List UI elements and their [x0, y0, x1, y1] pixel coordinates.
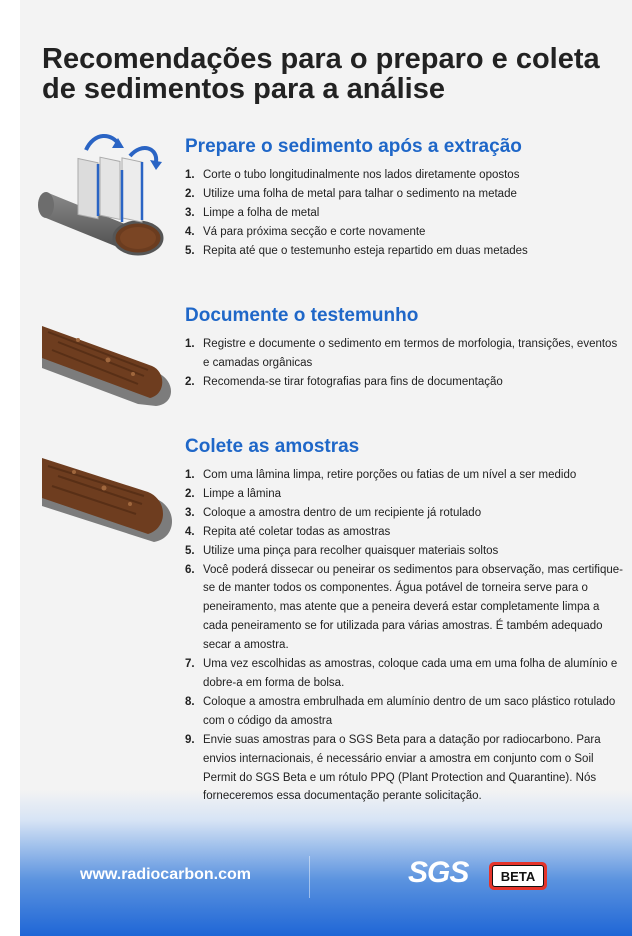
step-list [185, 166, 625, 261]
list-item: 4. Repita até coletar todas as amostras [185, 525, 391, 538]
website-link[interactable]: www.radiocarbon.com [80, 866, 251, 883]
list-item: 9. Envie suas amostras para o SGS Beta para a datação por radiocarbono. Para envios internacionais, é necessário enviar a amostra em conjunto com o Soil Permit do SGS Beta e um rótulo PPQ (Plant Protection and Quarantine). Nós forneceremos essa documentação perante solicitação. [185, 733, 601, 803]
list-item: 2. Utilize uma folha de metal para talhar o sedimento na metade [185, 187, 517, 200]
poster [20, 0, 632, 936]
core-cutting-illustration [38, 130, 178, 260]
beta-logo: BETA [489, 862, 547, 890]
list-item: 5. Repita até que o testemunho esteja repartido em duas metades [185, 244, 528, 257]
sgs-logo: SGS [408, 856, 469, 889]
step-list [185, 335, 625, 392]
list-item: 1. Registre e documente o sedimento em termos de morfologia, transições, eventos e camadas orgânicas [185, 338, 618, 369]
list-item: 4. Vá para próxima secção e corte novamente [185, 225, 426, 238]
section-heading: Documente o testemunho [185, 305, 419, 326]
list-item: 6. Você poderá dissecar ou peneirar os sedimentos para observação, mas certifique-se de manter todos os componentes. Água potável de torneira serve para o peneiramento, mas atente que a peneira deverá estar completamente limpa a cada peneiramento se for utilizada para várias amostras. É também adequado secar a amostra. [185, 563, 623, 652]
half-core-illustration [38, 312, 178, 412]
section-document [185, 305, 625, 392]
section-heading: Prepare o sedimento após a extração [185, 136, 522, 157]
list-item: 1. Corte o tubo longitudinalmente nos lados diretamente opostos [185, 169, 520, 181]
list-item: 5. Utilize uma pinça para recolher quaisquer materiais soltos [185, 544, 499, 557]
sample-core-illustration [38, 448, 178, 548]
section-prepare [185, 136, 625, 261]
section-collect [185, 436, 625, 806]
step-list [185, 466, 625, 806]
list-item: 8. Coloque a amostra embrulhada em alumínio dentro de um saco plástico rotulado com o código da amostra [185, 695, 616, 727]
list-item: 3. Coloque a amostra dentro de um recipiente já rotulado [185, 506, 482, 519]
list-item: 2. Limpe a lâmina [185, 487, 281, 500]
list-item: 1. Com uma lâmina limpa, retire porções ou fatias de um nível a ser medido [185, 469, 577, 481]
list-item: 7. Uma vez escolhidas as amostras, coloque cada uma em uma folha de alumínio e dobre-a em forma de bolsa. [185, 658, 618, 689]
list-item: 3. Limpe a folha de metal [185, 206, 320, 219]
list-item: 2. Recomenda-se tirar fotografias para fins de documentação [185, 375, 503, 388]
footer-divider [309, 856, 310, 898]
page-title: Recomendações para o preparo e coleta de sedimentos para a análise [42, 43, 600, 105]
section-heading: Colete as amostras [185, 436, 360, 457]
